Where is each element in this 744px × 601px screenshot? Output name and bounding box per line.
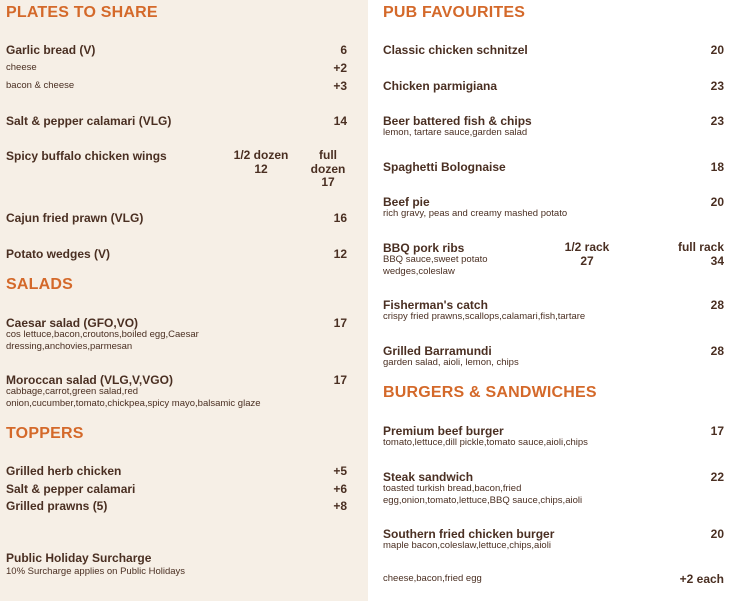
southern-burger-price: 20 bbox=[710, 527, 724, 541]
surcharge-description: 10% Surcharge applies on Public Holidays bbox=[6, 566, 186, 577]
caesar-price: 17 bbox=[333, 316, 347, 330]
pie-price: 20 bbox=[710, 195, 724, 209]
plates-heading: PLATES TO SHARE bbox=[6, 4, 158, 21]
ribs-half-label: 1/2 rack bbox=[564, 240, 610, 254]
cheese-option: cheese bbox=[6, 62, 37, 73]
beef-burger-price: 17 bbox=[710, 424, 724, 438]
garlic-bread-price: 6 bbox=[340, 43, 347, 57]
caesar-name: Caesar salad (GFO,VO) bbox=[6, 316, 139, 330]
burgers-heading: BURGERS & SANDWICHES bbox=[383, 384, 597, 401]
garlic-bread-name: Garlic bread (V) bbox=[6, 43, 96, 57]
topper-item: Grilled prawns (5) bbox=[6, 499, 108, 513]
barra-description: garden salad, aioli, lemon, chips bbox=[383, 357, 519, 368]
wings-full-price: 17 bbox=[321, 175, 335, 189]
pie-description: rich gravy, peas and creamy mashed potato bbox=[383, 208, 568, 219]
wings-half-label: 1/2 dozen bbox=[233, 148, 289, 162]
wings-half-option bbox=[228, 149, 294, 176]
barra-name: Grilled Barramundi bbox=[383, 344, 492, 358]
wings-full-option bbox=[306, 149, 350, 190]
moroccan-description: cabbage,carrot,green salad,red onion,cucumber,tomato,chickpea,spicy mayo,balsamic glaze bbox=[6, 386, 261, 409]
cheese-option-price: +2 bbox=[333, 61, 347, 75]
schnitzel-name: Classic chicken schnitzel bbox=[383, 43, 528, 57]
caesar-description: cos lettuce,bacon,croutons,boiled egg,Caesar dressing,anchovies,parmesan bbox=[6, 329, 199, 352]
ribs-full-option bbox=[678, 241, 724, 268]
southern-burger-name: Southern fried chicken burger bbox=[383, 527, 555, 541]
wings-full-label: full dozen bbox=[310, 148, 346, 176]
ribs-name: BBQ pork ribs bbox=[383, 241, 465, 255]
moroccan-price: 17 bbox=[333, 373, 347, 387]
wings-name: Spicy buffalo chicken wings bbox=[6, 149, 167, 163]
calamari-name: Salt & pepper calamari (VLG) bbox=[6, 114, 172, 128]
ribs-full-price: 34 bbox=[710, 253, 724, 268]
beef-burger-description: tomato,lettuce,dill pickle,tomato sauce,aioli,chips bbox=[383, 437, 588, 448]
pub-heading: PUB FAVOURITES bbox=[383, 4, 526, 21]
parmigiana-name: Chicken parmigiana bbox=[383, 79, 498, 93]
salads-heading: SALADS bbox=[6, 276, 73, 293]
beef-burger-name: Premium beef burger bbox=[383, 424, 504, 438]
bacon-cheese-option-price: +3 bbox=[333, 79, 347, 93]
topper-item: Salt & pepper calamari bbox=[6, 482, 136, 496]
prawn-name: Cajun fried prawn (VLG) bbox=[6, 211, 144, 225]
wedges-price: 12 bbox=[333, 247, 347, 261]
prawn-price: 16 bbox=[333, 211, 347, 225]
steak-sandwich-name: Steak sandwich bbox=[383, 470, 474, 484]
fish-price: 23 bbox=[710, 114, 724, 128]
spaghetti-name: Spaghetti Bolognaise bbox=[383, 160, 506, 174]
extras-name: cheese,bacon,fried egg bbox=[383, 573, 482, 584]
southern-burger-description: maple bacon,coleslaw,lettuce,chips,aioli bbox=[383, 540, 551, 551]
schnitzel-price: 20 bbox=[710, 43, 724, 57]
ribs-half-price: 27 bbox=[580, 253, 594, 268]
ribs-half-option bbox=[556, 241, 618, 268]
barra-price: 28 bbox=[710, 344, 724, 358]
moroccan-name: Moroccan salad (VLG,V,VGO) bbox=[6, 373, 173, 387]
spaghetti-price: 18 bbox=[710, 160, 724, 174]
steak-sandwich-description: toasted turkish bread,bacon,fried egg,onion,tomato,lettuce,BBQ sauce,chips,aioli bbox=[383, 483, 583, 506]
pie-name: Beef pie bbox=[383, 195, 430, 209]
topper-price: +5 bbox=[333, 464, 347, 478]
steak-sandwich-price: 22 bbox=[710, 470, 724, 484]
topper-price: +8 bbox=[333, 499, 347, 513]
wings-half-price: 12 bbox=[254, 161, 268, 176]
fish-name: Beer battered fish & chips bbox=[383, 114, 532, 128]
ribs-full-label: full rack bbox=[677, 240, 724, 254]
toppers-heading: TOPPERS bbox=[6, 425, 84, 442]
right-menu-column bbox=[368, 0, 744, 601]
catch-description: crispy fried prawns,scallops,calamari,fish,tartare bbox=[383, 311, 586, 322]
ribs-description: BBQ sauce,sweet potato wedges,coleslaw bbox=[383, 254, 488, 277]
catch-price: 28 bbox=[710, 298, 724, 312]
catch-name: Fisherman's catch bbox=[383, 298, 488, 312]
topper-price: +6 bbox=[333, 482, 347, 496]
left-menu-column bbox=[0, 0, 368, 601]
topper-item: Grilled herb chicken bbox=[6, 464, 122, 478]
parmigiana-price: 23 bbox=[710, 79, 724, 93]
extras-price: +2 each bbox=[679, 572, 724, 586]
wedges-name: Potato wedges (V) bbox=[6, 247, 111, 261]
fish-description: lemon, tartare sauce,garden salad bbox=[383, 127, 528, 138]
surcharge-title: Public Holiday Surcharge bbox=[6, 551, 152, 565]
calamari-price: 14 bbox=[333, 114, 347, 128]
bacon-cheese-option: bacon & cheese bbox=[6, 80, 75, 91]
